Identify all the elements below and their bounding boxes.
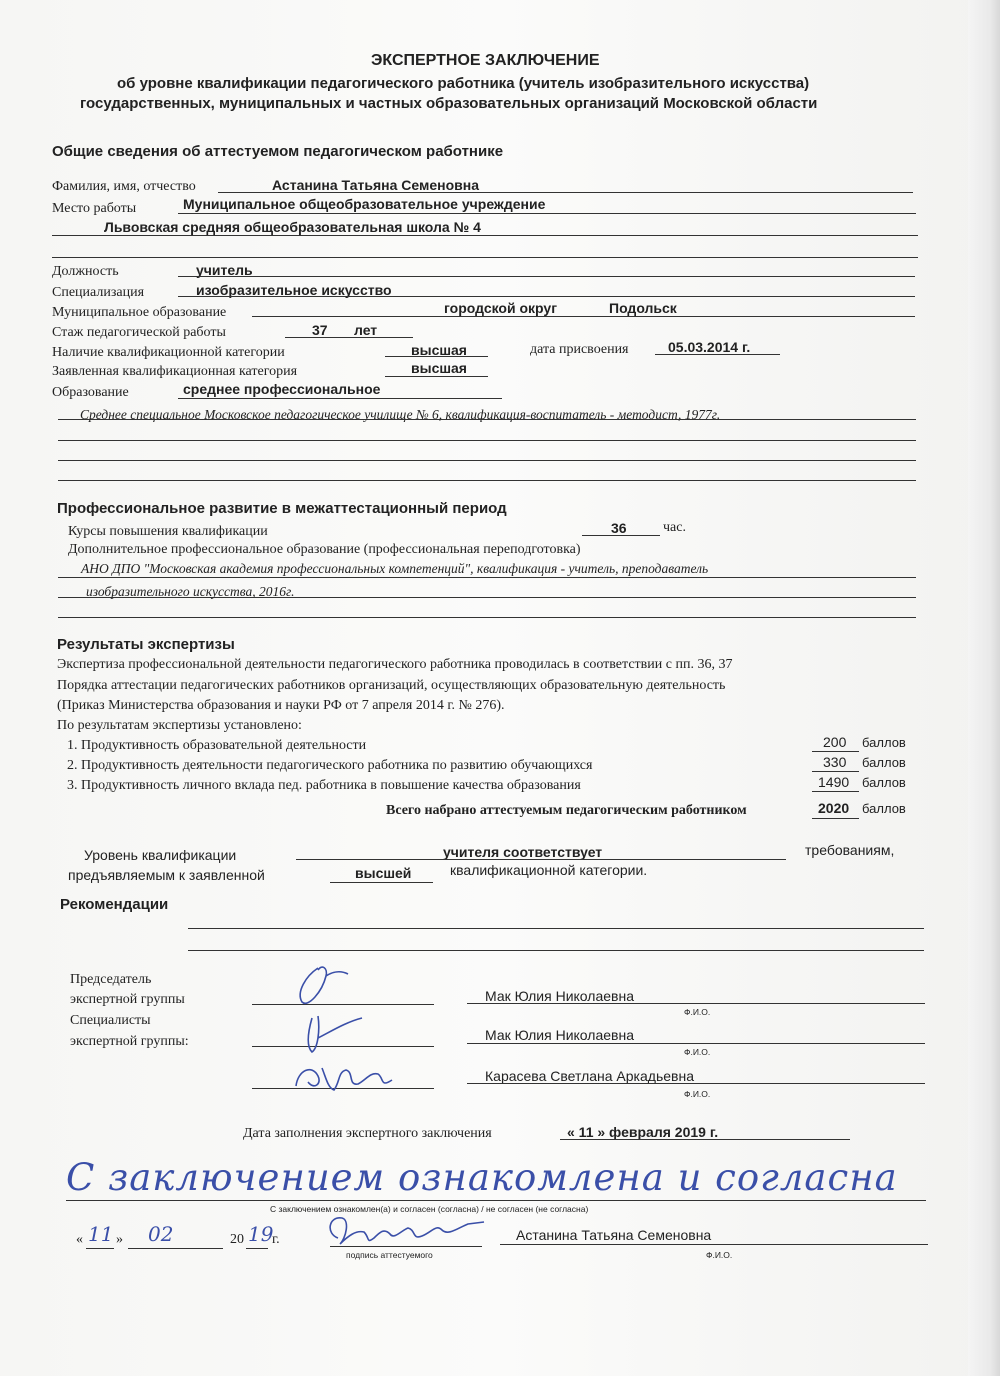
document-title: ЭКСПЕРТНОЕ ЗАКЛЮЧЕНИЕ xyxy=(371,52,600,69)
work-line-2 xyxy=(52,235,918,236)
courses-unit: час. xyxy=(663,520,686,535)
result-item-2-unit: баллов xyxy=(862,755,906,770)
declared-category-line xyxy=(330,882,433,883)
acknowledgement-caption: С заключением ознакомлен(а) и согласен (согласна) / не согласен (не согласна) xyxy=(270,1204,589,1214)
result-item-3-label: 3. Продуктивность личного вклада пед. работника в повышение качества образования xyxy=(67,778,581,793)
work-line-1 xyxy=(178,213,916,214)
education-line xyxy=(178,398,502,399)
results-text-3: (Приказ Министерства образования и науки РФ от 7 апреля 2014 г. № 276). xyxy=(57,698,505,713)
education-detail: Среднее специальное Московское педагогическое училище № 6, квалификация-воспитатель - методист, 1977г. xyxy=(80,407,721,422)
ack-month: 02 xyxy=(148,1222,174,1246)
general-heading: Общие сведения об аттестуемом педагогическом работнике xyxy=(52,143,504,160)
chair-name: Мак Юлия Николаевна xyxy=(485,988,634,1004)
category-label: Наличие квалификационной категории xyxy=(52,345,285,360)
specialist1-name-line xyxy=(467,1043,925,1044)
results-heading: Результаты экспертизы xyxy=(57,636,235,653)
ack-year: 19 xyxy=(248,1222,274,1246)
fill-date-line xyxy=(560,1139,850,1140)
declared-label: Заявленная квалификационная категория xyxy=(52,364,298,379)
result-item-1-line xyxy=(812,751,859,752)
ack-day-line xyxy=(86,1248,114,1249)
category-line xyxy=(385,356,488,357)
document-subtitle-1: об уровне квалификации педагогического работника (учитель изобразительного искусства) xyxy=(117,75,810,92)
experience-unit: лет xyxy=(354,322,378,338)
attestee-signature-line xyxy=(330,1246,482,1247)
specialists-label-2: экспертной группы: xyxy=(70,1034,189,1049)
result-item-3-line xyxy=(812,791,859,792)
attestee-signature-caption: подпись аттестуемого xyxy=(346,1250,433,1260)
attestee-signature xyxy=(318,1208,488,1256)
category-text: квалификационной категории. xyxy=(450,862,648,878)
municipality-value-2: Подольск xyxy=(609,300,677,316)
education-line-1 xyxy=(58,419,916,420)
results-text-1: Экспертиза профессиональной деятельности педагогического работника проводилась в соответствии с пп. 36, 37 xyxy=(57,657,733,672)
fio-label: Фамилия, имя, отчество xyxy=(52,179,196,194)
level-line xyxy=(296,859,786,860)
municipality-value-1: городской округ xyxy=(444,300,558,316)
work-value-2: Львовская средняя общеобразовательная школа № 4 xyxy=(104,219,481,235)
result-item-1-unit: баллов xyxy=(862,735,906,750)
spec-line xyxy=(178,296,915,297)
declared-category-value: высшей xyxy=(355,865,412,881)
education-line-2 xyxy=(58,440,916,441)
acknowledgement-handwritten: С заключением ознакомлена и согласна xyxy=(66,1156,898,1199)
municipality-label: Муниципальное образование xyxy=(52,305,227,320)
result-item-3-unit: баллов xyxy=(862,775,906,790)
work-label: Место работы xyxy=(52,201,137,216)
position-line xyxy=(178,276,915,277)
fill-date-value: « 11 » февраля 2019 г. xyxy=(567,1124,719,1140)
specialist1-signature xyxy=(290,1008,370,1060)
experience-label: Стаж педагогической работы xyxy=(52,325,226,340)
ack-year-prefix: 20 xyxy=(230,1232,244,1247)
total-value: 2020 xyxy=(818,800,850,816)
ack-year-suffix: г. xyxy=(272,1232,280,1247)
education-label: Образование xyxy=(52,385,129,400)
declared-value: высшая xyxy=(411,360,467,376)
courses-value: 36 xyxy=(611,520,627,536)
ack-month-line xyxy=(128,1248,223,1249)
results-text-2: Порядка аттестации педагогических работников организаций, осуществляющих образовательную деятельность xyxy=(57,678,726,693)
attestee-name-line xyxy=(500,1244,928,1245)
experience-value: 37 xyxy=(312,322,328,338)
level-value: учителя соответствует xyxy=(443,844,603,860)
chair-name-line xyxy=(467,1003,925,1004)
results-text-4: По результатам экспертизы установлено: xyxy=(57,718,302,733)
paper-edge xyxy=(968,0,1000,1376)
work-line-3 xyxy=(52,257,918,258)
result-item-1-score: 200 xyxy=(823,734,847,750)
ack-quote-open: « xyxy=(76,1232,83,1247)
chair-label-1: Председатель xyxy=(70,972,152,987)
result-item-3-score: 1490 xyxy=(818,774,850,790)
fio-value: Астанина Татьяна Семеновна xyxy=(272,177,480,193)
additional-label: Дополнительное профессиональное образование (профессиональная переподготовка) xyxy=(68,542,581,557)
education-line-4 xyxy=(58,480,916,481)
chair-fio-caption: Ф.И.О. xyxy=(684,1007,711,1017)
ack-quote-close: » xyxy=(116,1232,123,1247)
specialists-label-1: Специалисты xyxy=(70,1013,151,1028)
courses-label: Курсы повышения квалификации xyxy=(68,524,268,539)
education-line-3 xyxy=(58,460,916,461)
declared-line xyxy=(385,376,488,377)
specialist1-name: Мак Юлия Николаевна xyxy=(485,1027,634,1043)
spec-label: Специализация xyxy=(52,285,145,300)
position-label: Должность xyxy=(52,264,119,279)
additional-rule-2 xyxy=(58,597,916,598)
specialist2-signature xyxy=(288,1058,398,1098)
development-heading: Профессиональное развитие в межаттестационный период xyxy=(57,500,507,517)
declared-category-label: предъявляемым к заявленной xyxy=(68,867,265,883)
result-item-2-label: 2. Продуктивность деятельности педагогического работника по развитию обучающихся xyxy=(67,758,593,773)
municipality-line xyxy=(252,316,915,317)
assign-date-label: дата присвоения xyxy=(530,342,629,357)
recommendations-line-2 xyxy=(188,950,924,951)
result-item-2-score: 330 xyxy=(823,754,847,770)
specialist2-name: Карасева Светлана Аркадьевна xyxy=(485,1068,694,1084)
chair-label-2: экспертной группы xyxy=(70,992,185,1007)
ack-day: 11 xyxy=(88,1222,114,1246)
specialist2-fio-caption: Ф.И.О. xyxy=(684,1089,711,1099)
requirements-text: требованиям, xyxy=(805,842,895,858)
recommendations-line-1 xyxy=(188,928,924,929)
attestee-fio-caption: Ф.И.О. xyxy=(706,1250,733,1260)
total-line xyxy=(812,818,859,819)
work-value-1: Муниципальное общеобразовательное учреждение xyxy=(183,196,546,212)
specialist1-fio-caption: Ф.И.О. xyxy=(684,1047,711,1057)
additional-rule-1 xyxy=(58,577,916,578)
total-unit: баллов xyxy=(862,801,906,816)
additional-rule-3 xyxy=(58,617,916,618)
level-label: Уровень квалификации xyxy=(84,847,237,863)
attestee-name: Астанина Татьяна Семеновна xyxy=(516,1227,712,1243)
total-label: Всего набрано аттестуемым педагогическим работником xyxy=(386,803,747,818)
position-value: учитель xyxy=(196,262,253,278)
additional-line-1: АНО ДПО "Московская академия профессиональных компетенций", квалификация - учитель, преподаватель xyxy=(81,561,709,576)
assign-date-value: 05.03.2014 г. xyxy=(668,339,751,355)
result-item-1-label: 1. Продуктивность образовательной деятельности xyxy=(67,738,367,753)
additional-line-2: изобразительного искусства, 2016г. xyxy=(86,584,295,599)
fio-line xyxy=(218,192,913,193)
recommendations-heading: Рекомендации xyxy=(60,896,169,913)
education-value: среднее профессиональное xyxy=(183,381,381,397)
category-value: высшая xyxy=(411,342,467,358)
courses-line xyxy=(582,535,660,536)
result-item-2-line xyxy=(812,771,859,772)
document-subtitle-2: государственных, муниципальных и частных образовательных организаций Московской области xyxy=(80,95,818,112)
ack-year-line xyxy=(246,1248,268,1249)
assign-date-line xyxy=(655,354,780,355)
fill-date-label: Дата заполнения экспертного заключения xyxy=(243,1126,492,1141)
chair-signature xyxy=(288,962,358,1010)
spec-value: изобразительное искусство xyxy=(196,282,392,298)
specialist2-name-line xyxy=(467,1083,925,1084)
acknowledgement-line xyxy=(66,1200,926,1201)
experience-line xyxy=(285,337,413,338)
